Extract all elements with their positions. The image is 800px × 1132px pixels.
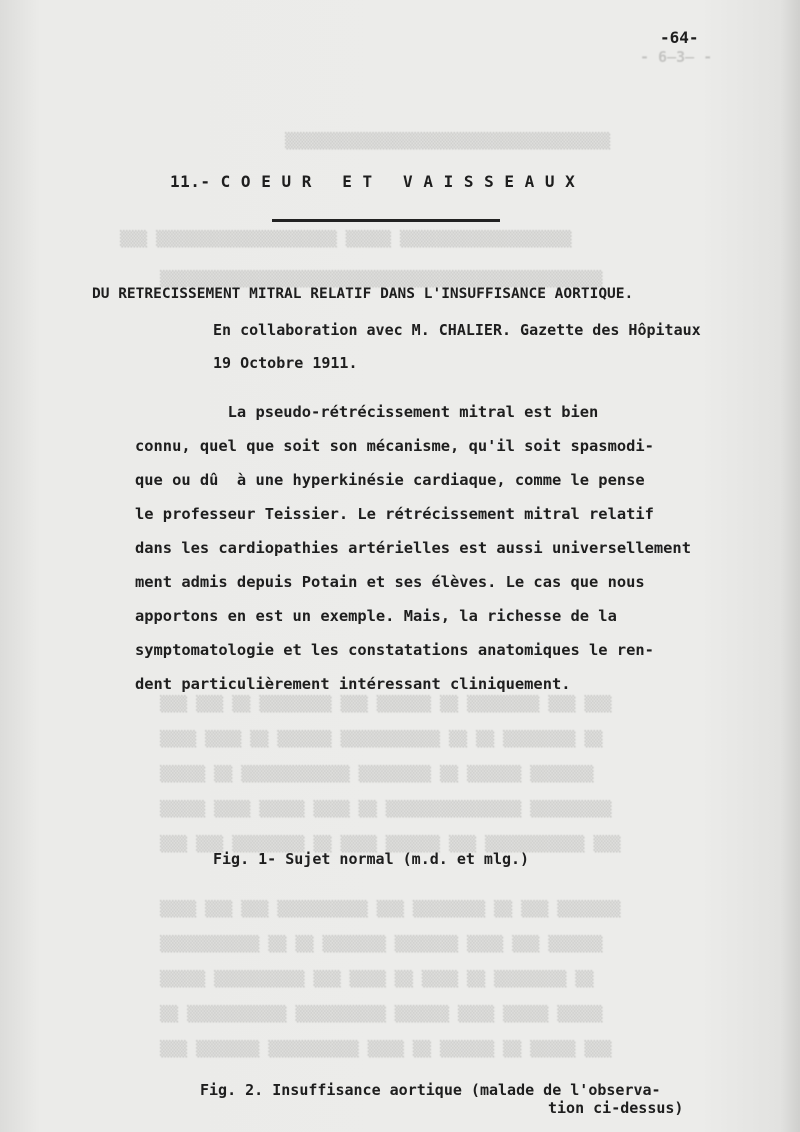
bleed-through-line: ▒▒▒ ▒▒▒ ▒▒▒▒▒▒▒▒ ▒▒ ▒▒▒▒ ▒▒▒▒▒▒ ▒▒▒ ▒▒▒▒▒▒▒▒▒▒▒ ▒▒▒	[160, 835, 621, 853]
bleed-through-line: ▒▒▒▒▒ ▒▒▒▒ ▒▒▒▒▒ ▒▒▒▒ ▒▒ ▒▒▒▒▒▒▒▒▒▒▒▒▒▒▒ ▒▒▒▒▒▒▒▒▒	[160, 800, 612, 818]
figure-caption-1: Fig. 1- Sujet normal (m.d. et mlg.)	[213, 850, 530, 868]
body-text-line: symptomatologie et les constatations anatomiques le ren-	[135, 641, 654, 659]
bleed-through-line: ▒▒▒▒▒ ▒▒ ▒▒▒▒▒▒▒▒▒▒▒▒ ▒▒▒▒▒▒▒▒ ▒▒ ▒▒▒▒▒▒ ▒▒▒▒▒▒▒	[160, 765, 594, 783]
bleed-through-line: ▒▒▒▒ ▒▒▒▒ ▒▒ ▒▒▒▒▒▒ ▒▒▒▒▒▒▒▒▒▒▒ ▒▒ ▒▒ ▒▒▒▒▒▒▒▒ ▒▒	[160, 730, 603, 748]
publication-date: 19 Octobre 1911.	[213, 354, 358, 372]
bleed-through-line: ▒▒▒▒▒ ▒▒▒▒▒▒▒▒▒▒ ▒▒▒ ▒▒▒▒ ▒▒ ▒▒▒▒ ▒▒ ▒▒▒▒▒▒▒▒ ▒▒	[160, 970, 594, 988]
bleed-through-line: ▒▒▒ ▒▒▒ ▒▒ ▒▒▒▒▒▒▒▒ ▒▒▒ ▒▒▒▒▒▒ ▒▒ ▒▒▒▒▒▒▒▒ ▒▒▒ ▒▒▒	[160, 695, 612, 713]
body-text-line: le professeur Teissier. Le rétrécissement mitral relatif	[135, 505, 654, 523]
bleed-through-line: ▒▒ ▒▒▒▒▒▒▒▒▒▒▒ ▒▒▒▒▒▒▒▒▒▒ ▒▒▒▒▒▒ ▒▒▒▒ ▒▒▒▒▒ ▒▒▒▒▒	[160, 1005, 603, 1023]
bleed-through-line: ▒▒▒▒▒▒▒▒▒▒▒▒▒▒▒▒▒▒▒▒▒▒▒▒▒▒▒▒▒▒▒▒▒▒▒▒▒▒▒▒▒▒▒▒▒▒▒▒▒	[160, 270, 603, 288]
figure-caption-2: Fig. 2. Insuffisance aortique (malade de l'observa-	[200, 1081, 661, 1099]
section-heading: 11.- C O E U R E T V A I S S E A U X	[170, 172, 576, 191]
body-text-line: ment admis depuis Potain et ses élèves. Le cas que nous	[135, 573, 645, 591]
bleed-through-line: ▒▒▒ ▒▒▒▒▒▒▒ ▒▒▒▒▒▒▒▒▒▒ ▒▒▒▒ ▒▒ ▒▒▒▒▒▒ ▒▒ ▒▒▒▒▒ ▒▒▒	[160, 1040, 612, 1058]
body-text-line: apportons en est un exemple. Mais, la richesse de la	[135, 607, 617, 625]
heading-underline	[272, 219, 500, 222]
bleed-through-mark: - 6̶3̶ -	[640, 48, 713, 66]
bleed-through-line: ▒▒▒▒▒▒▒▒▒▒▒ ▒▒ ▒▒ ▒▒▒▒▒▒▒ ▒▒▒▒▒▒▒ ▒▒▒▒ ▒▒▒ ▒▒▒▒▒▒	[160, 935, 603, 953]
body-text-line: La pseudo-rétrécissement mitral est bien	[135, 403, 599, 421]
collaboration-line: En collaboration avec M. CHALIER. Gazette des Hôpitaux	[213, 321, 701, 339]
bleed-through-line: ▒▒▒▒▒▒▒▒▒▒▒▒▒▒▒▒▒▒▒▒▒▒▒▒▒▒▒▒▒▒▒▒▒▒▒▒	[285, 132, 611, 150]
page-number: -64-	[660, 28, 699, 47]
body-text-line: dent particulièrement intéressant cliniquement.	[135, 675, 571, 693]
body-text-line: connu, quel que soit son mécanisme, qu'il soit spasmodi-	[135, 437, 654, 455]
body-text-line: que ou dû à une hyperkinésie cardiaque, comme le pense	[135, 471, 645, 489]
bleed-through-line: ▒▒▒▒ ▒▒▒ ▒▒▒ ▒▒▒▒▒▒▒▒▒▒ ▒▒▒ ▒▒▒▒▒▒▒▒ ▒▒ ▒▒▒ ▒▒▒▒▒▒▒	[160, 900, 621, 918]
body-text-line: dans les cardiopathies artérielles est aussi universellement	[135, 539, 691, 557]
figure-caption-2-continued: tion ci-dessus)	[548, 1099, 684, 1117]
article-title: DU RETRECISSEMENT MITRAL RELATIF DANS L'INSUFFISANCE AORTIQUE.	[92, 286, 634, 302]
bleed-through-line: ▒▒▒ ▒▒▒▒▒▒▒▒▒▒▒▒▒▒▒▒▒▒▒▒ ▒▒▒▒▒ ▒▒▒▒▒▒▒▒▒▒▒▒▒▒▒▒▒▒▒	[120, 230, 572, 248]
